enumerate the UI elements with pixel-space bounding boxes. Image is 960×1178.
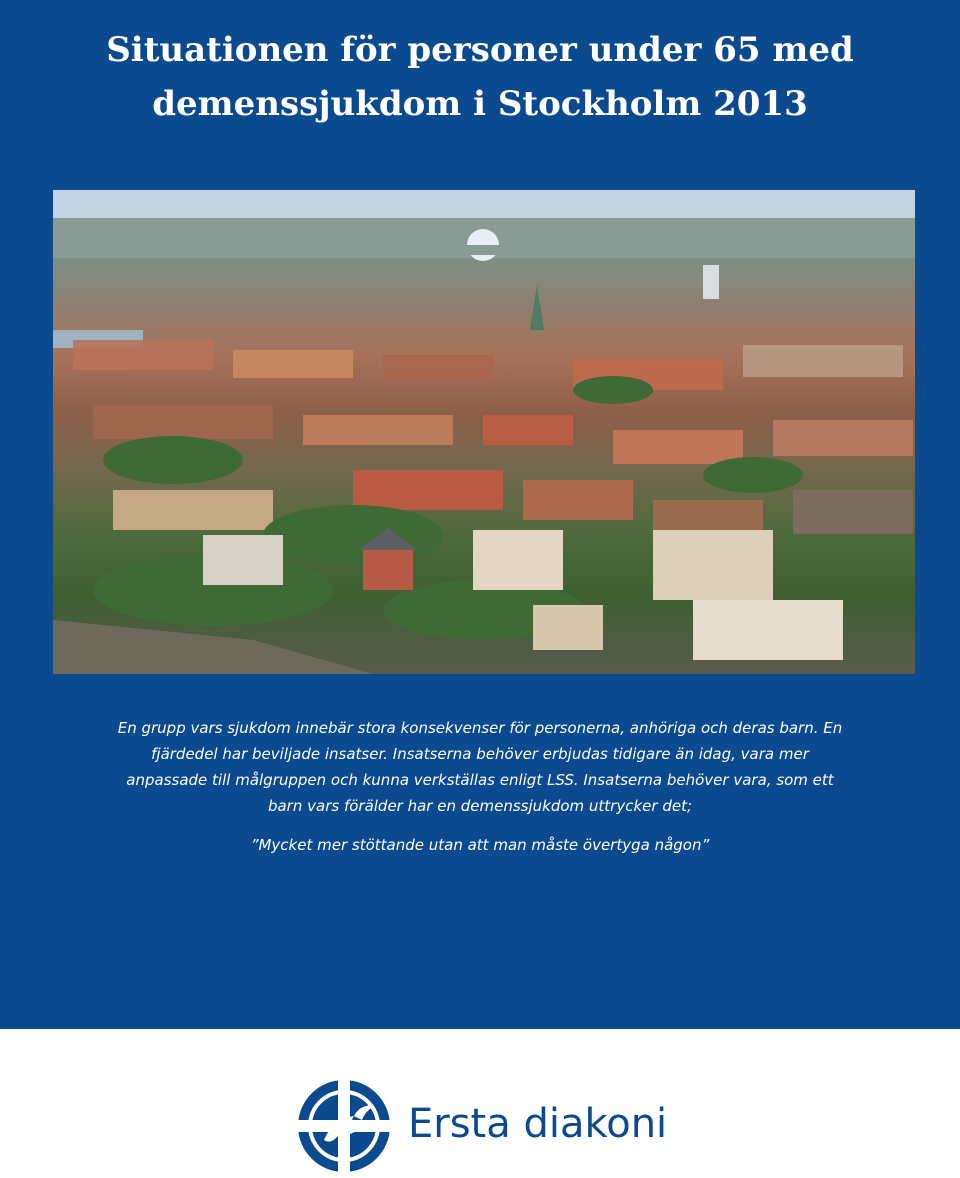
aerial-city-photo: [53, 190, 915, 674]
title-line-1: Situationen för personer under 65 med: [106, 29, 854, 70]
child-quote: ”Mycket mer stöttande utan att man måste övertyga någon”: [250, 836, 710, 854]
photo-illustration: [53, 190, 915, 674]
logo-wordmark: Ersta diakoni: [408, 1101, 668, 1147]
title-line-2: demenssjukdom i Stockholm 2013: [152, 83, 808, 124]
ersta-diakoni-logo: [296, 1078, 676, 1174]
summary-paragraph: En grupp vars sjukdom innebär stora konsekvenser för personerna, anhöriga och deras barn. En fjärdedel har beviljade insatser. Insatserna behöver erbjudas tidigare än idag, vara mer anpassade till målgruppen och kunna verkställas enligt LSS. Insatserna behöver vara, som ett barn vars förälder har en demenssjukdom uttrycker det;: [117, 719, 843, 815]
dove-cross-icon: [296, 1078, 392, 1174]
page-title: [0, 23, 960, 131]
